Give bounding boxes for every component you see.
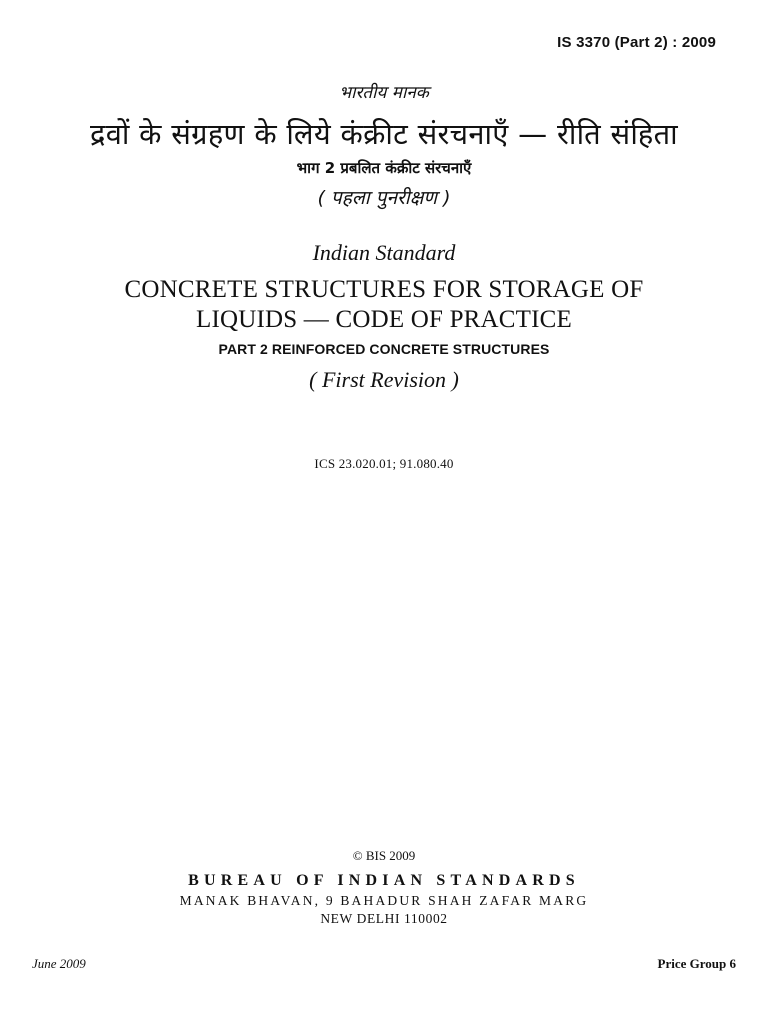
hindi-title: द्रवों के संग्रहण के लिये कंक्रीट संरचनाएँ — रीति संहिता — [90, 117, 678, 151]
publisher-name: BUREAU OF INDIAN STANDARDS — [188, 872, 580, 889]
standard-number: IS 3370 (Part 2) : 2009 — [557, 34, 716, 51]
hindi-part-title: भाग 2 प्रबलित कंक्रीट संरचनाएँ — [296, 159, 472, 177]
copyright: © BIS 2009 — [352, 848, 416, 863]
hindi-revision: ( पहला पुनरीक्षण ) — [317, 187, 451, 209]
english-part-title: PART 2 REINFORCED CONCRETE STRUCTURES — [218, 341, 550, 357]
publisher-address-line-1: MANAK BHAVAN, 9 BAHADUR SHAH ZAFAR MARG — [179, 893, 589, 908]
price-group: Price Group 6 — [657, 956, 736, 971]
ics-code: ICS 23.020.01; 91.080.40 — [314, 456, 454, 471]
english-title-line-2: LIQUIDS — CODE OF PRACTICE — [195, 306, 573, 333]
english-title-line-1: CONCRETE STRUCTURES FOR STORAGE OF — [124, 276, 644, 303]
english-revision: ( First Revision ) — [309, 367, 459, 392]
english-label: Indian Standard — [312, 240, 456, 265]
publisher-address-line-2: NEW DELHI 110002 — [320, 911, 448, 926]
publication-date: June 2009 — [32, 956, 86, 971]
hindi-label: भारतीय मानक — [339, 83, 429, 103]
